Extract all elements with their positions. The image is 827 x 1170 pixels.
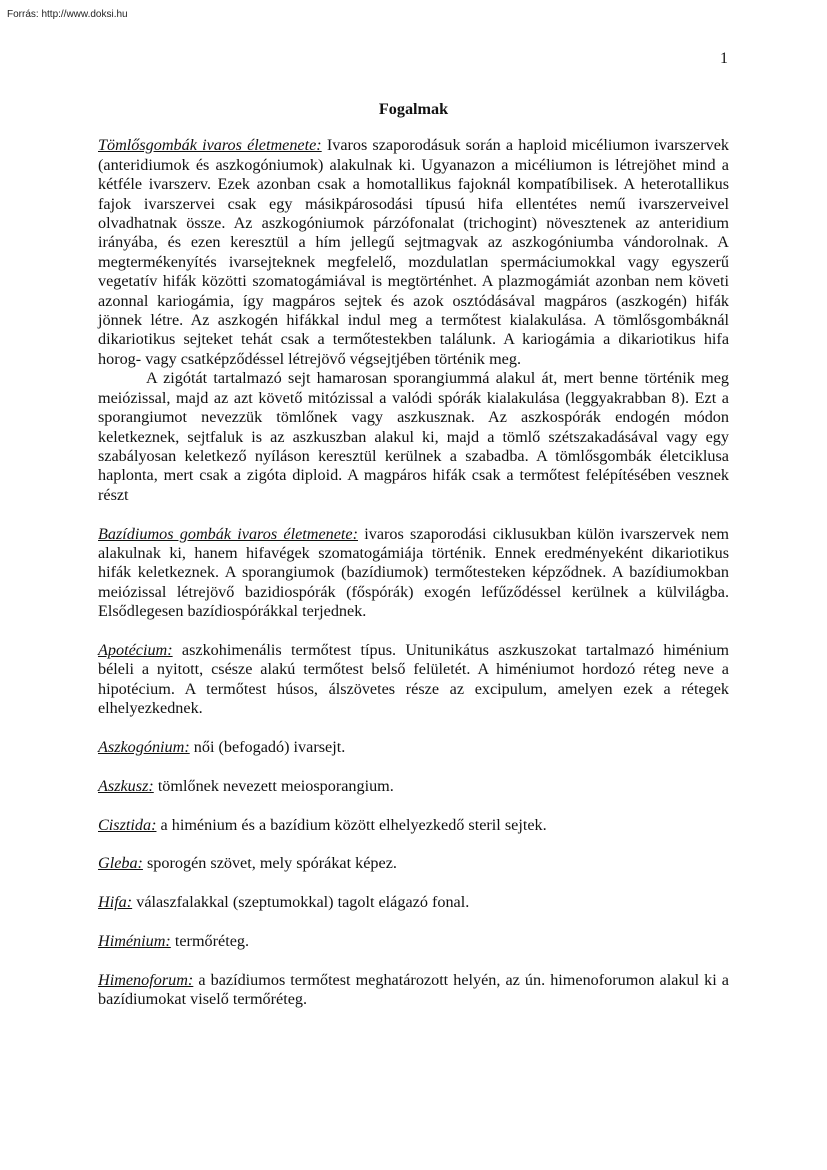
definition-paragraph bbox=[98, 738, 729, 757]
definition-paragraph bbox=[98, 854, 729, 873]
definition-text: ivaros szaporodási ciklusukban külön ivarszervek nem alakulnak ki, hanem hifavégek szomatogámiája történik. Ennek eredményeként dikariotikus hifák keletkeznek. A sporangiumok (bazídiumok) termőtesteken képződnek. A bazídiumokban meiózissal létrejövő bazidiospórák (főspórák) exogén lefűződéssel kerülnek a külvilágba. Elsődlegesen bazídiospórákkal terjednek. bbox=[98, 524, 729, 621]
definition-text: a himénium és a bazídium között elhelyezkedő steril sejtek. bbox=[156, 815, 547, 834]
definition-text: termőréteg. bbox=[170, 931, 250, 950]
definition-paragraph bbox=[98, 971, 729, 1010]
definition-term: Cisztida: bbox=[98, 815, 157, 834]
document-body bbox=[98, 100, 729, 1010]
definition-term: Himénium: bbox=[98, 931, 171, 950]
page-number: 1 bbox=[720, 50, 728, 67]
definition-term: Apotécium: bbox=[98, 640, 173, 659]
definition-text: válaszfalakkal (szeptumokkal) tagolt elágazó fonal. bbox=[132, 893, 470, 912]
definition-term: Himenoforum: bbox=[98, 970, 194, 989]
definition-paragraph bbox=[98, 136, 729, 369]
definition-paragraph bbox=[98, 816, 729, 835]
definition-term: Hifa: bbox=[98, 893, 133, 912]
definition-term: Aszkogónium: bbox=[98, 737, 190, 756]
definition-text: a bazídiumos termőtest meghatározott helyén, az ún. himenoforumon alakul ki a bazídiumokat viselő termőréteg. bbox=[98, 970, 729, 1009]
definition-text: Ivaros szaporodásuk során a haploid micéliumon ivarszervek (anteridiumok és aszkogóniumok) alakulnak ki. Ugyanazon a micéliumon is létrejöhet mind a kétféle ivarszerv. Ezek azonban csak a homotallikus fajoknál kompatíbilisek. A heterotallikus fajok ivarszervei csak egy másikpárosodási típusú hifa ellentétes nemű ivarszerveivel olvadhatnak össze. Az aszkogóniumok párzófonalat (trichogint) növesztenek az anteridium irányába, és ezen keresztül a hím jellegű sejtmagvak az aszkogóniumba vándorolnak. A megtermékenyítés ivarsejteknek megfelelő, mozdulatlan spermáciumokkal vagy egyszerű vegetatív hifák közötti szomatogámiával is megtörténhet. A plazmogámiát azonban nem követi azonnal kariogámia, így magpáros sejtek és azok osztódásával magpáros (aszkogén) hifák jönnek létre. Az aszkogén hifákkal indul meg a termőtest kialakulása. A tömlősgombáknál dikariotikus sejteket tehát csak a termőtestekben találunk. A kariogámia a dikariotikus hifa horog- vagy csatképződéssel létrejövő végsejtjében történik meg. bbox=[98, 136, 729, 368]
definition-term: Tömlősgombák ivaros életmenete: bbox=[98, 136, 322, 155]
definition-paragraph bbox=[98, 525, 729, 622]
definition-term: Aszkusz: bbox=[98, 776, 154, 795]
source-attribution: Forrás: http://www.doksi.hu bbox=[7, 9, 128, 20]
definition-term: Gleba: bbox=[98, 854, 143, 873]
definition-text: aszkohimenális termőtest típus. Unitunikátus aszkuszokat tartalmazó himénium béleli a nyitott, csésze alakú termőtest belső felületét. A himéniumot hordozó réteg neve a hipotécium. A termőtest húsos, álszövetes része az excipulum, amelyen ezek a rétegek elhelyezkednek. bbox=[98, 640, 729, 718]
page-title: Fogalmak bbox=[378, 100, 449, 118]
definition-paragraph bbox=[98, 641, 729, 719]
definition-text: tömlőnek nevezett meiosporangium. bbox=[153, 776, 394, 795]
definition-paragraph bbox=[98, 932, 729, 951]
definition-paragraph: A zigótát tartalmazó sejt hamarosan sporangiummá alakul át, mert benne történik meg meiózissal, majd az azt követő mitózissal a valódi spórák kialakulása (leggyakrabban 8). Ezt a sporangiumot nevezzük tömlőnek vagy aszkusznak. Az aszkospórák endogén módon keletkeznek, sejtfaluk is az aszkuszban alakul ki, majd a tömlő szétszakadásával vagy egy szabályosan keletkező nyíláson keresztül kerülnek a szabadba. A tömlősgombák életciklusa haplonta, mert csak a zigóta diploid. A magpáros hifák csak a termőtest felépítésében vesznek részt bbox=[98, 369, 729, 504]
definition-paragraph bbox=[98, 893, 729, 912]
definition-text: sporogén szövet, mely spórákat képez. bbox=[142, 854, 397, 873]
definition-paragraph bbox=[98, 777, 729, 796]
definition-text: női (befogadó) ivarsejt. bbox=[189, 737, 346, 756]
definition-term: Bazídiumos gombák ivaros életmenete: bbox=[98, 524, 358, 543]
